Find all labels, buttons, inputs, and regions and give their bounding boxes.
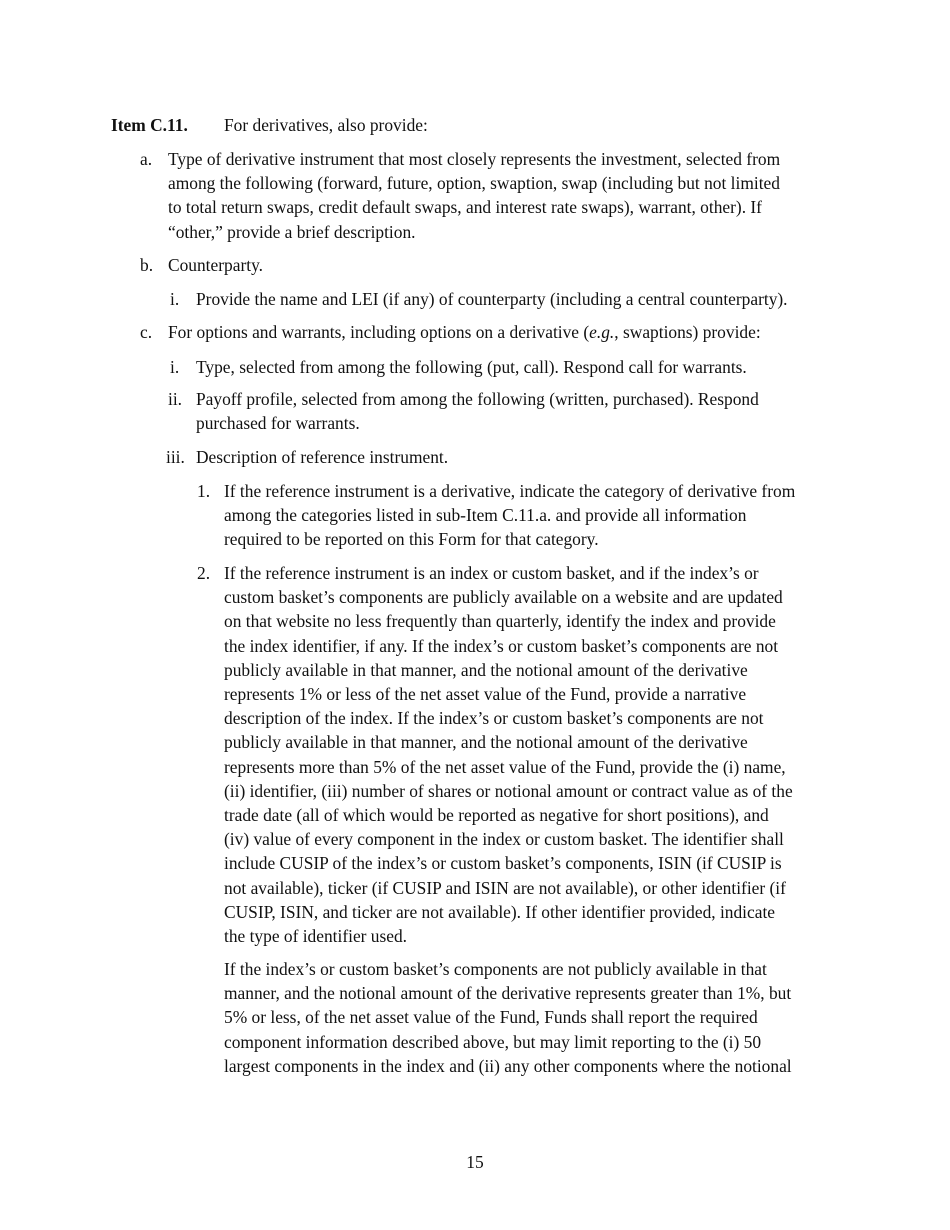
item-c-iii-2-line: represents more than 5% of the net asset value of the Fund, provide the (i) name,: [224, 756, 786, 777]
item-c-iii-2-line: not available), ticker (if CUSIP and ISIN are not available), or other identifier (if: [224, 877, 786, 898]
item-a-text: [168, 147, 780, 244]
item-b-text: Counterparty.: [168, 255, 263, 275]
item-c-iii-text: Description of reference instrument.: [196, 447, 449, 467]
item-c-iii-2-p2-line: 5% or less, of the net asset value of the Fund, Funds shall report the required: [224, 1007, 758, 1028]
item-c-iii-1-line: If the reference instrument is a derivative, indicate the category of derivative from: [224, 481, 796, 501]
item-c-iii-1-text: [224, 479, 795, 552]
item-c-iii-2-line: the index identifier, if any. If the index’s or custom basket’s components are not: [224, 635, 779, 656]
item-c-iii-2-text: [224, 561, 793, 948]
item-c-iii-2-p2-line: If the index’s or custom basket’s components are not publicly available in that: [224, 959, 767, 979]
item-c-iii-2-line: custom basket’s components are publicly available on a website and are updated: [224, 587, 783, 608]
item-c-ii-marker: ii.: [168, 389, 183, 409]
item-c-text-after: , swaptions) provide:: [614, 322, 761, 342]
item-b-i-marker: i.: [170, 289, 180, 309]
item-c-iii-2-line: If the reference instrument is an index or custom basket, and if the index’s or: [224, 563, 759, 583]
item-c-marker: c.: [140, 322, 153, 342]
item-c-i-marker: i.: [170, 357, 180, 377]
item-c-iii-2-marker: 2.: [197, 563, 211, 583]
item-c-iii-2-line: CUSIP, ISIN, and ticker are not available). If other identifier provided, indicate: [224, 901, 776, 922]
item-c-iii-2-p2-line: largest components in the index and (ii) any other components where the notional: [224, 1055, 792, 1076]
page-number: 15: [466, 1152, 484, 1172]
item-c-iii-1-marker: 1.: [197, 481, 211, 501]
item-a-marker: a.: [140, 149, 153, 169]
item-b-marker: b.: [140, 255, 154, 275]
item-a-line: Type of derivative instrument that most closely represents the investment, selected from: [168, 149, 781, 169]
item-c-iii-2-line: include CUSIP of the index’s or custom basket’s components, ISIN (if CUSIP is: [224, 853, 782, 874]
item-c-iii-2-line: trade date (all of which would be reported as negative for short positions), and: [224, 805, 769, 826]
item-c-ii-line: purchased for warrants.: [196, 413, 360, 434]
item-c-iii-2-p2-line: component information described above, but may limit reporting to the (i) 50: [224, 1031, 762, 1052]
item-c-iii-2-line: publicly available in that manner, and the notional amount of the derivative: [224, 732, 748, 753]
item-c-ii-text: [196, 387, 759, 435]
item-c-iii-1-line: required to be reported on this Form for that category.: [224, 529, 599, 550]
item-c-text-italic: e.g.: [589, 322, 615, 342]
item-c-text: [168, 320, 761, 344]
item-a-line: to total return swaps, credit default swaps, and interest rate swaps), warrant, other). If: [168, 197, 762, 218]
item-intro: For derivatives, also provide:: [224, 115, 428, 135]
item-c-i-text: Type, selected from among the following (put, call). Respond call for warrants.: [196, 357, 747, 377]
item-c-iii-2-line: represents 1% or less of the net asset value of the Fund, provide a narrative: [224, 684, 747, 705]
item-c-iii-2-line: publicly available in that manner, and the notional amount of the derivative: [224, 659, 748, 680]
item-c-iii-2-line: (iv) value of every component in the index or custom basket. The identifier shall: [224, 829, 784, 850]
item-c-iii-1-line: among the categories listed in sub-Item C.11.a. and provide all information: [224, 505, 747, 526]
item-a-line: among the following (forward, future, option, swaption, swap (including but not limited: [168, 173, 780, 194]
item-label: Item C.11.: [111, 115, 188, 135]
item-a-line: “other,” provide a brief description.: [168, 221, 416, 242]
item-c-iii-2-p2-line: manner, and the notional amount of the derivative represents greater than 1%, but: [224, 983, 792, 1004]
item-c-iii-2-line: (ii) identifier, (iii) number of shares or notional amount or contract value as of the: [224, 780, 793, 801]
item-c-iii-2-line: on that website no less frequently than quarterly, identify the index and provide: [224, 611, 776, 632]
item-c-iii-2-line: description of the index. If the index’s or custom basket’s components are not: [224, 708, 764, 729]
item-b-i-text: Provide the name and LEI (if any) of counterparty (including a central counterparty).: [196, 289, 788, 309]
item-c-iii-2-paragraph-2: [224, 957, 792, 1078]
item-c-iii-2-line: the type of identifier used.: [224, 926, 408, 947]
item-c-iii-marker: iii.: [166, 447, 185, 467]
item-c-text-before: For options and warrants, including options on a derivative (: [168, 322, 590, 342]
item-c-ii-line: Payoff profile, selected from among the following (written, purchased). Respond: [196, 389, 759, 409]
